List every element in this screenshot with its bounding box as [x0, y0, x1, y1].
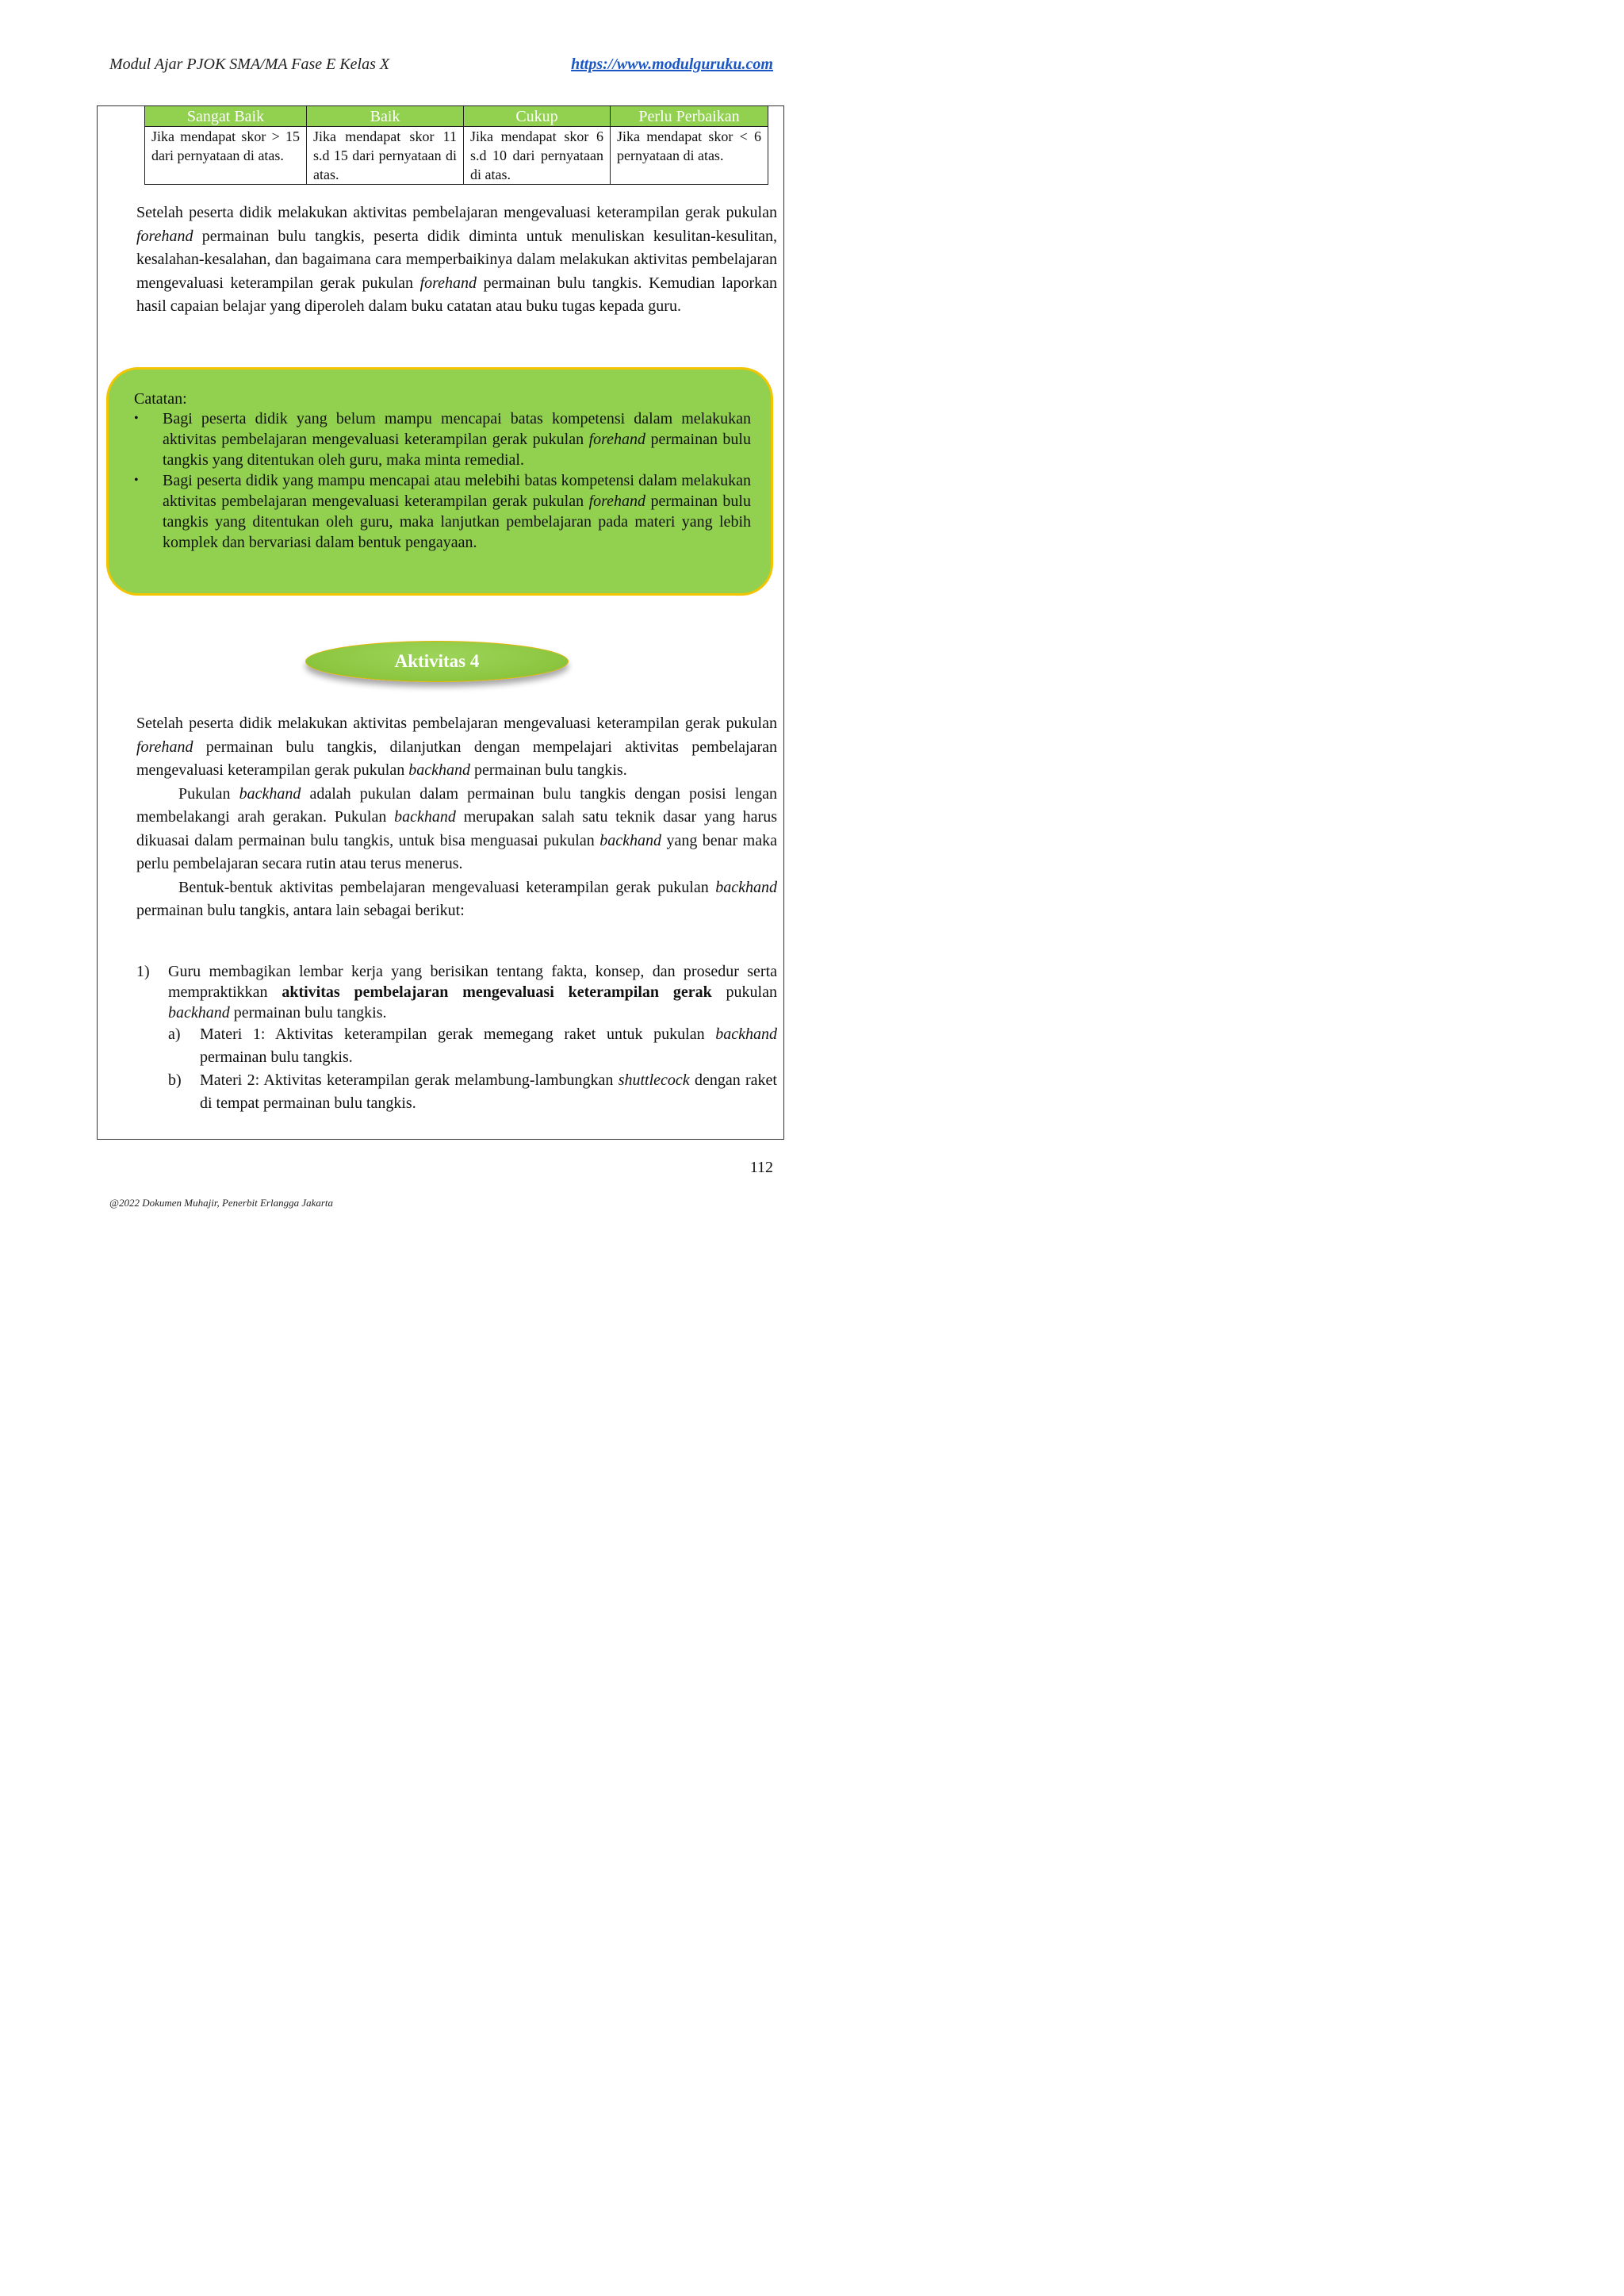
activity-intro-paragraph	[136, 712, 777, 923]
rubric-header-cukup: Cukup	[464, 106, 611, 127]
italic-term: forehand	[419, 274, 477, 292]
text-run: pukulan	[711, 983, 777, 1001]
footer-copyright: @2022 Dokumen Muhajir, Penerbit Erlangga Jakarta	[109, 1197, 334, 1209]
italic-term: backhand	[394, 808, 456, 826]
header-url-link[interactable]: https://www.modulguruku.com	[571, 56, 773, 73]
list-item	[136, 961, 777, 1023]
text-run: permainan bulu tangkis, dilanjutkan dengan mempelajari aktivitas pembelajaran mengevaluasi keterampilan gerak pukulan	[136, 738, 777, 779]
italic-term: backhand	[408, 761, 470, 779]
italic-term: shuttlecock	[618, 1071, 690, 1089]
text-run: adalah pukulan dalam permainan bulu tangkis dengan posisi lengan membelakangi arah gerakan. Pukulan	[136, 784, 778, 826]
list-number: b)	[168, 1071, 182, 1089]
note-title: Catatan:	[134, 390, 187, 408]
text-run: Guru membagikan lembar kerja yang berisikan tentang fakta, konsep, dan prosedur serta mempraktikkan	[168, 963, 777, 1001]
text-run: dengan raket di tempat permainan bulu tangkis.	[200, 1071, 777, 1112]
evaluation-paragraph	[136, 201, 777, 319]
italic-term: backhand	[715, 878, 777, 896]
note-item-remedial	[132, 408, 751, 470]
text-run: Pukulan	[178, 784, 239, 803]
rubric-header-sangat-baik: Sangat Baik	[145, 106, 307, 127]
activity-badge: Aktivitas 4	[305, 641, 569, 682]
text-run: Setelah peserta didik melakukan aktivitas pembelajaran mengevaluasi keterampilan gerak pukulan	[136, 715, 777, 732]
list-subitem	[168, 1023, 777, 1069]
note-item-pengayaan	[132, 470, 751, 553]
italic-term: forehand	[136, 738, 193, 756]
rubric-row	[145, 127, 768, 185]
bullet-icon: •	[134, 412, 139, 425]
list-subitem	[168, 1069, 777, 1115]
bold-term: aktivitas pembelajaran mengevaluasi keterampilan gerak	[282, 983, 712, 1001]
rubric-table	[144, 105, 768, 185]
rubric-header-perlu-perbaikan: Perlu Perbaikan	[611, 106, 768, 127]
text-run: yang benar maka perlu pembelajaran secara rutin atau terus menerus.	[136, 831, 777, 872]
text-run: Materi 1: Aktivitas keterampilan gerak memegang raket untuk pukulan	[200, 1025, 716, 1043]
text-run: permainan bulu tangkis.	[229, 1004, 387, 1022]
text-run: Bagi peserta didik yang belum mampu mencapai batas kompetensi dalam melakukan aktivitas pembelajaran mengevaluasi keterampilan gerak pukulan	[163, 410, 751, 448]
text-run: permainan bulu tangkis.	[469, 761, 627, 779]
rubric-header-row	[145, 106, 768, 127]
rubric-cell-baik: Jika mendapat skor 11 s.d 15 dari pernyataan di atas.	[307, 127, 464, 185]
header-title: Modul Ajar PJOK SMA/MA Fase E Kelas X	[109, 56, 390, 73]
italic-term: forehand	[136, 227, 193, 245]
italic-term: backhand	[599, 831, 661, 849]
text-run: merupakan salah satu teknik dasar yang harus dikuasai dalam permainan bulu tangkis, untuk bisa menguasai pukulan	[136, 808, 777, 849]
rubric-cell-cukup: Jika mendapat skor 6 s.d 10 dari pernyataan di atas.	[464, 127, 611, 185]
italic-term: backhand	[715, 1025, 777, 1043]
bullet-icon: •	[134, 473, 139, 487]
italic-term: forehand	[588, 431, 646, 448]
text-run: Bentuk-bentuk aktivitas pembelajaran mengevaluasi keterampilan gerak pukulan	[178, 878, 716, 896]
rubric-cell-sangat-baik: Jika mendapat skor > 15 dari pernyataan di atas.	[145, 127, 307, 185]
text-run: permainan bulu tangkis.	[200, 1048, 353, 1066]
note-box	[106, 367, 773, 596]
page-number: 112	[749, 1159, 773, 1176]
italic-term: backhand	[168, 1004, 230, 1022]
italic-term: forehand	[588, 493, 646, 510]
text-run: Setelah peserta didik melakukan aktivitas pembelajaran mengevaluasi keterampilan gerak pukulan	[136, 204, 777, 221]
text-run: permainan bulu tangkis, antara lain sebagai berikut:	[136, 902, 465, 919]
rubric-header-baik: Baik	[307, 106, 464, 127]
text-run: Bagi peserta didik yang mampu mencapai atau melebihi batas kompetensi dalam melakukan aktivitas pembelajaran mengevaluasi keterampilan gerak pukulan	[163, 472, 751, 510]
list-number: 1)	[136, 963, 150, 980]
activity-list	[136, 961, 777, 1115]
text-run: permainan bulu tangkis, peserta didik diminta untuk menuliskan kesulitan-kesulitan, kesalahan-kesalahan, dan bagaimana cara memperbaikinya dalam melakukan aktivitas pembelajaran mengevaluasi keterampilan gerak pukulan	[136, 227, 777, 292]
italic-term: backhand	[239, 784, 301, 803]
list-number: a)	[168, 1025, 181, 1043]
text-run: Materi 2: Aktivitas keterampilan gerak melambung-lambungkan	[200, 1071, 619, 1089]
text-run: permainan bulu tangkis yang ditentukan oleh guru, maka lanjutkan pembelajaran pada materi yang lebih komplek dan bervariasi dalam bentuk pengayaan.	[163, 493, 751, 551]
text-run: permainan bulu tangkis. Kemudian laporkan hasil capaian belajar yang diperoleh dalam buku catatan atau buku tugas kepada guru.	[136, 274, 778, 315]
rubric-cell-perlu-perbaikan: Jika mendapat skor < 6 pernyataan di atas.	[611, 127, 768, 185]
note-list	[132, 408, 751, 553]
text-run: permainan bulu tangkis yang ditentukan oleh guru, maka minta remedial.	[163, 431, 751, 469]
